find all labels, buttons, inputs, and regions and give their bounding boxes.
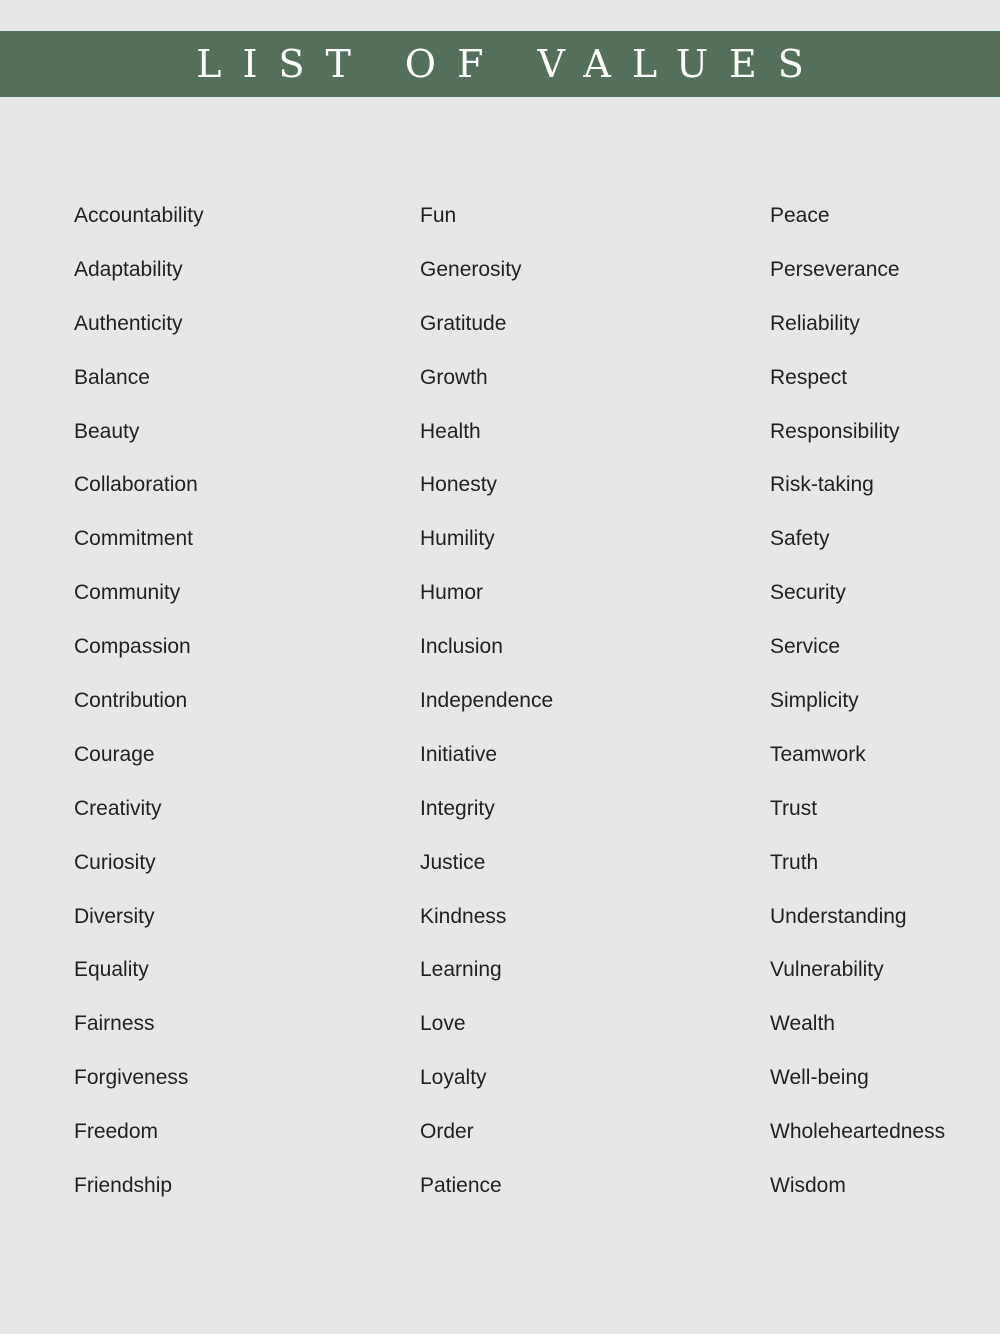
value-item: Love bbox=[420, 1012, 466, 1036]
value-item: Authenticity bbox=[74, 311, 183, 335]
value-item: Loyalty bbox=[420, 1066, 487, 1090]
value-item: Diversity bbox=[74, 904, 155, 928]
value-item: Compassion bbox=[74, 635, 191, 659]
value-item: Vulnerability bbox=[770, 958, 884, 982]
value-item: Integrity bbox=[420, 796, 495, 820]
values-column-2 bbox=[420, 189, 553, 1213]
value-item: Learning bbox=[420, 958, 502, 982]
value-item: Humility bbox=[420, 527, 495, 551]
title-banner bbox=[0, 31, 1000, 97]
value-item: Responsibility bbox=[770, 419, 900, 443]
value-item: Community bbox=[74, 581, 181, 605]
value-item: Humor bbox=[420, 581, 484, 605]
value-item: Understanding bbox=[770, 904, 907, 928]
value-item: Risk-taking bbox=[770, 473, 874, 497]
value-item: Wealth bbox=[770, 1012, 835, 1036]
value-item: Courage bbox=[74, 742, 155, 766]
value-item: Reliability bbox=[770, 311, 860, 335]
value-item: Peace bbox=[770, 204, 830, 227]
value-item: Creativity bbox=[74, 796, 162, 820]
value-item: Growth bbox=[420, 365, 488, 389]
values-column-3 bbox=[770, 189, 945, 1213]
value-item: Security bbox=[770, 581, 846, 605]
value-item: Safety bbox=[770, 527, 830, 551]
value-item: Simplicity bbox=[770, 689, 859, 713]
value-item: Curiosity bbox=[74, 850, 156, 874]
value-item: Commitment bbox=[74, 527, 194, 551]
value-item: Service bbox=[770, 635, 841, 659]
value-item: Fun bbox=[420, 204, 457, 227]
value-item: Freedom bbox=[74, 1120, 159, 1144]
value-item: Initiative bbox=[420, 742, 498, 766]
value-item: Respect bbox=[770, 365, 848, 389]
value-item: Perseverance bbox=[770, 257, 900, 281]
value-item: Generosity bbox=[420, 257, 522, 281]
value-item: Equality bbox=[74, 958, 149, 982]
value-item: Order bbox=[420, 1120, 474, 1144]
value-item: Beauty bbox=[74, 419, 140, 443]
value-item: Truth bbox=[770, 850, 819, 874]
value-item: Well-being bbox=[770, 1066, 869, 1090]
value-item: Wholeheartedness bbox=[770, 1120, 946, 1144]
value-item: Wisdom bbox=[770, 1174, 846, 1198]
value-item: Contribution bbox=[74, 689, 188, 713]
value-item: Accountability bbox=[74, 204, 204, 227]
page-title: LIST OF VALUES bbox=[196, 42, 825, 86]
value-item: Gratitude bbox=[420, 311, 507, 335]
value-item: Adaptability bbox=[74, 257, 183, 281]
value-item: Patience bbox=[420, 1174, 502, 1198]
value-item: Trust bbox=[770, 796, 818, 820]
value-item: Kindness bbox=[420, 904, 507, 928]
value-item: Fairness bbox=[74, 1012, 155, 1036]
value-item: Honesty bbox=[420, 473, 498, 497]
value-item: Justice bbox=[420, 850, 486, 874]
value-item: Teamwork bbox=[770, 742, 866, 766]
value-item: Collaboration bbox=[74, 473, 198, 497]
value-item: Independence bbox=[420, 689, 554, 713]
value-item: Inclusion bbox=[420, 635, 503, 659]
value-item: Friendship bbox=[74, 1174, 173, 1198]
value-item: Forgiveness bbox=[74, 1066, 189, 1090]
value-item: Health bbox=[420, 419, 481, 443]
value-item: Balance bbox=[74, 365, 150, 389]
values-column-1 bbox=[74, 189, 204, 1213]
